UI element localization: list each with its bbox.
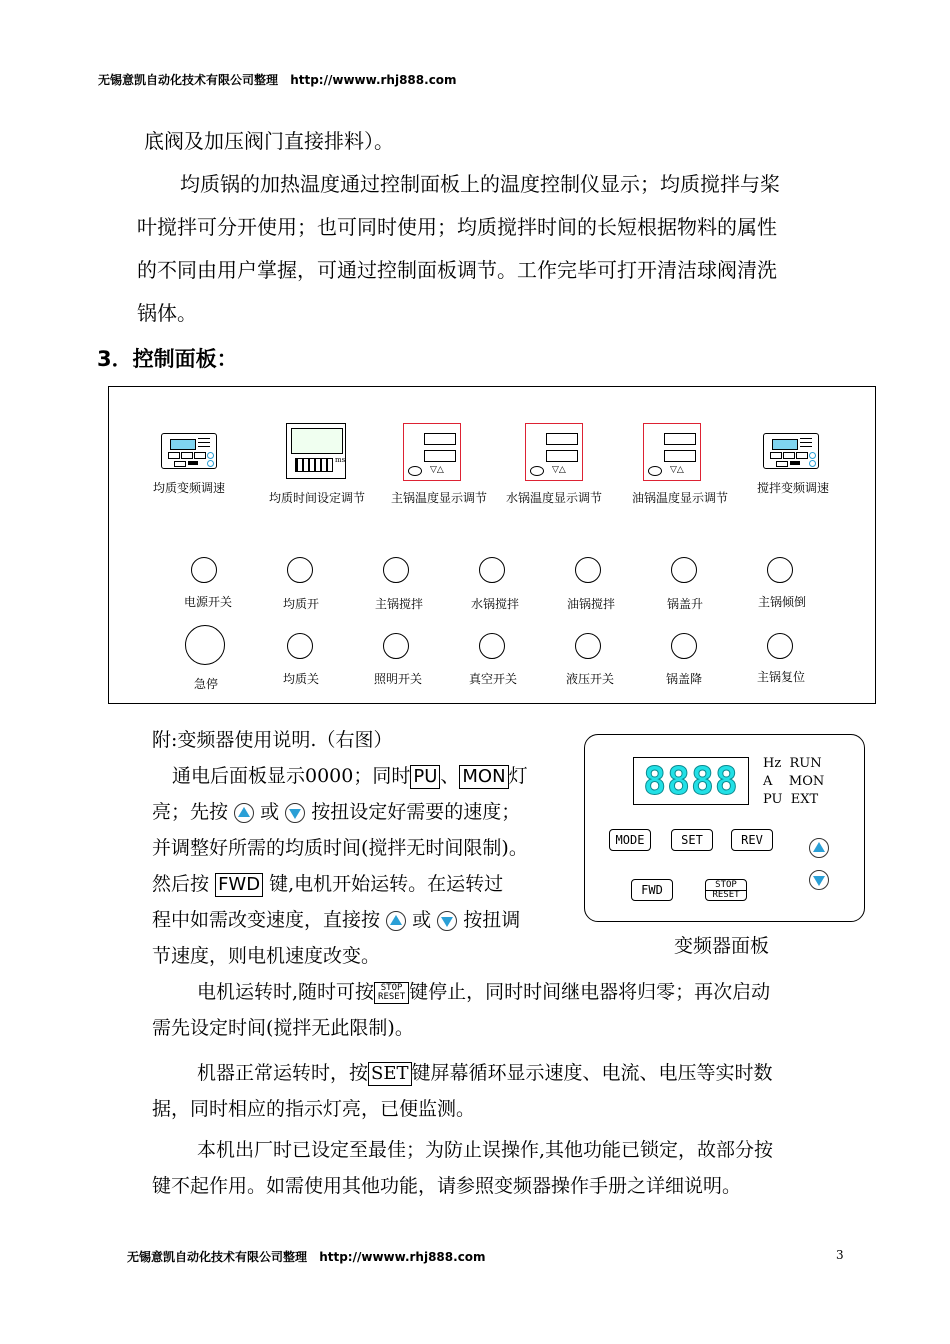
- up-button[interactable]: [809, 837, 829, 858]
- vfd-indicators: [763, 755, 824, 809]
- note-line-12: 键不起作用。如需使用其他功能，请参照变频器操作手册之详细说明。: [152, 1175, 742, 1197]
- water-stir-button[interactable]: [479, 557, 505, 583]
- up-arrow-icon-vfd: [809, 838, 829, 858]
- down-arrow-icon-2: [437, 911, 457, 931]
- label-water-temp: 水锅温度显示调节: [505, 491, 603, 505]
- intro-line-3: 叶搅拌可分开使用；也可同时使用；均质搅拌时间的长短根据物料的属性: [137, 215, 777, 239]
- label-water-stir: 水锅搅拌: [470, 597, 520, 611]
- fwd-key-label: FWD: [215, 873, 263, 897]
- ind-mon: MON: [788, 774, 825, 789]
- label-main-tilt: 主锅倾倒: [757, 595, 807, 609]
- label-power: 电源开关: [183, 595, 233, 609]
- stop-reset-button[interactable]: STOP RESET: [705, 879, 747, 901]
- lid-up-button[interactable]: [671, 557, 697, 583]
- main-temp-controller: ▽△: [403, 423, 461, 481]
- intro-line-5: 锅体。: [137, 301, 197, 325]
- section-title: 3．控制面板：: [97, 347, 238, 371]
- vfd-panel: [584, 734, 865, 922]
- note-line-5: 程中如需改变速度，直接按 或 按扭调: [152, 909, 521, 931]
- label-main-stir: 主锅搅拌: [374, 597, 424, 611]
- control-panel-diagram: [108, 386, 876, 704]
- light-switch-button[interactable]: [383, 633, 409, 659]
- note-line-7: 电机运转时,随时可按 STOP RESET 键停止，同时时间继电器将归零；再次启动: [197, 981, 771, 1003]
- label-main-reset: 主锅复位: [756, 670, 806, 684]
- up-arrow-icon: [234, 803, 254, 823]
- intro-line-4: 的不同由用户掌握，可通过控制面板调节。工作完毕可打开清洁球阀清洗: [137, 258, 777, 282]
- ind-pu: PU: [763, 792, 783, 807]
- label-homog-off: 均质关: [282, 672, 320, 686]
- note-line-9: 机器正常运转时，按 SET 键屏幕循环显示速度、电流、电压等实时数: [197, 1062, 773, 1084]
- power-switch-button[interactable]: [191, 557, 217, 583]
- label-emergency: 急停: [193, 677, 219, 691]
- note-line-10: 据，同时相应的指示灯亮，已便监测。: [152, 1098, 476, 1120]
- vfd-caption: 变频器面板: [674, 935, 770, 957]
- down-arrow-icon-vfd: [809, 870, 829, 890]
- label-vacuum: 真空开关: [468, 672, 518, 686]
- label-homog-on: 均质开: [282, 597, 320, 611]
- note-line-3: 并调整好所需的均质时间(搅拌无时间限制)。: [152, 837, 528, 859]
- label-homog-vfd: 均质变频调速: [152, 481, 226, 495]
- up-arrow-icon-2: [386, 911, 406, 931]
- label-oil-temp: 油锅温度显示调节: [631, 491, 729, 505]
- page-header: [98, 71, 457, 88]
- vfd-display: [633, 757, 749, 805]
- page-number: 3: [836, 1248, 844, 1262]
- label-light: 照明开关: [373, 672, 423, 686]
- intro-line-1: 底阀及加压阀门直接排料）。: [144, 129, 394, 153]
- label-homog-timer: 均质时间设定调节: [268, 491, 366, 505]
- main-reset-button[interactable]: [767, 633, 793, 659]
- oil-temp-controller: ▽△: [643, 423, 701, 481]
- mon-key-label: MON: [459, 765, 508, 789]
- note-line-1: 通电后面板显示0000；同时 PU 、 MON 灯: [172, 765, 528, 787]
- set-key-label: SET: [368, 1062, 411, 1086]
- note-line-11: 本机出厂时已设定至最佳；为防止误操作,其他功能已锁定，故部分按: [197, 1139, 774, 1161]
- label-hydraulic: 液压开关: [565, 672, 615, 686]
- pu-key-label: PU: [410, 765, 440, 789]
- ind-hz: Hz: [763, 756, 782, 771]
- down-button[interactable]: [809, 869, 829, 890]
- label-lid-down: 锅盖降: [665, 672, 703, 686]
- note-title: 附:变频器使用说明.（右图）: [152, 729, 393, 751]
- note-line-6: 节速度，则电机速度改变。: [152, 945, 381, 967]
- rev-button[interactable]: REV: [731, 829, 773, 851]
- note-line-2: 亮；先按 或 按扭设定好需要的速度；: [152, 801, 521, 823]
- hydraulic-switch-button[interactable]: [575, 633, 601, 659]
- note-line-4: 然后按 FWD 键,电机开始运转。在运转过: [152, 873, 504, 895]
- label-lid-up: 锅盖升: [666, 597, 704, 611]
- stop-reset-key-icon: STOP RESET: [374, 982, 409, 1004]
- label-stir-vfd: 搅拌变频调速: [756, 481, 830, 495]
- intro-line-2: 均质锅的加热温度通过控制面板上的温度控制仪显示；均质搅拌与桨: [180, 172, 780, 196]
- emergency-stop-button[interactable]: [185, 625, 225, 665]
- timer-display: ms: [286, 423, 346, 479]
- label-oil-stir: 油锅搅拌: [566, 597, 616, 611]
- ind-a: A: [763, 774, 773, 789]
- main-stir-button[interactable]: [383, 557, 409, 583]
- note-line-8: 需先设定时间(搅拌无此限制)。: [152, 1017, 414, 1039]
- down-arrow-icon: [285, 803, 305, 823]
- oil-stir-button[interactable]: [575, 557, 601, 583]
- homog-on-button[interactable]: [287, 557, 313, 583]
- page-footer: [127, 1248, 486, 1265]
- footer-url[interactable]: http://wwww.rhj888.com: [319, 1250, 486, 1264]
- lid-down-button[interactable]: [671, 633, 697, 659]
- water-temp-controller: ▽△: [525, 423, 583, 481]
- homog-off-button[interactable]: [287, 633, 313, 659]
- vfd-mini-display-2: [763, 433, 819, 469]
- vfd-display-digits: 8888: [643, 759, 739, 803]
- footer-company: 无锡意凯自动化技术有限公司整理: [127, 1250, 308, 1264]
- mode-button[interactable]: MODE: [609, 829, 651, 851]
- fwd-button[interactable]: FWD: [631, 879, 673, 901]
- label-main-temp: 主锅温度显示调节: [390, 491, 488, 505]
- ind-run: RUN: [789, 756, 822, 771]
- header-company: 无锡意凯自动化技术有限公司整理: [98, 73, 279, 87]
- vacuum-switch-button[interactable]: [479, 633, 505, 659]
- ind-ext: EXT: [790, 792, 819, 807]
- header-url[interactable]: http://wwww.rhj888.com: [290, 73, 457, 87]
- main-tilt-button[interactable]: [767, 557, 793, 583]
- vfd-mini-display: [161, 433, 217, 469]
- set-button[interactable]: SET: [671, 829, 713, 851]
